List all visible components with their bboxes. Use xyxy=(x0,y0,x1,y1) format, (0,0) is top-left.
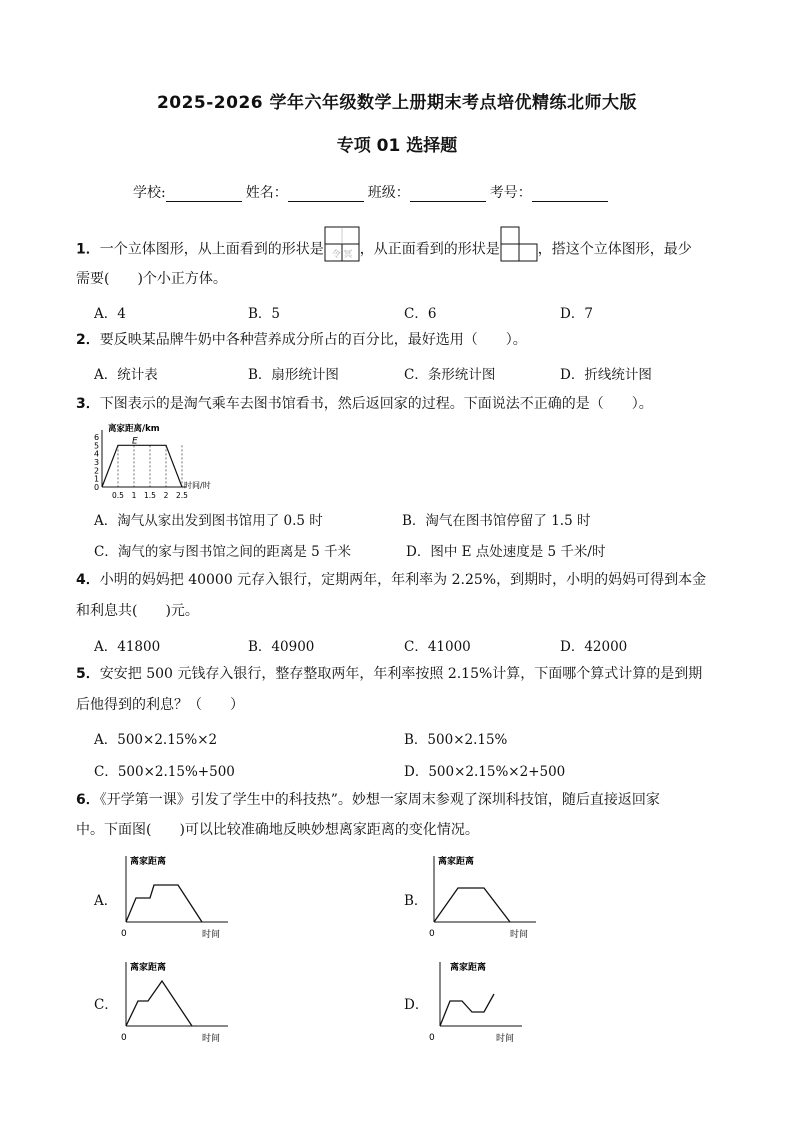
q6b-xlabel: 时间 xyxy=(510,930,529,940)
class-field[interactable] xyxy=(410,187,486,202)
q5-option-c[interactable]: C．500×2.15%+500 xyxy=(94,764,235,780)
q3-ytick-label: 2 xyxy=(94,466,100,476)
q3-distance-time-chart xyxy=(94,420,211,502)
q3-xtick-label: 1 xyxy=(131,491,137,500)
student-info xyxy=(133,182,612,202)
school-field[interactable] xyxy=(166,187,242,202)
q6-chart-d xyxy=(430,958,550,1048)
question-2: 2．要反映某品牌牛奶中各种营养成分所占的百分比，最好选用（ ）。 xyxy=(76,332,527,348)
question-5-line2: 后他得到的利息？（ ） xyxy=(76,697,244,713)
q2-option-d[interactable]: D．折线统计图 xyxy=(560,367,652,383)
q3-ytick-label: 3 xyxy=(94,458,100,467)
q2-option-a[interactable]: A．统计表 xyxy=(94,367,158,383)
exam-no-label: 考号： xyxy=(489,185,532,201)
q6-option-b[interactable]: B． xyxy=(404,893,428,909)
q6d-ylabel: 离家距离 xyxy=(450,963,487,973)
question-6: 6．《开学第一课》引发了学生中的科技热”。妙想一家周末参观了深圳科技馆，随后直接返回家 xyxy=(76,792,660,808)
q3-option-d[interactable]: D．图中 E 点处速度是 5 千米/时 xyxy=(406,544,606,560)
q6-chart-a xyxy=(116,852,236,944)
q3-option-a[interactable]: A．淘气从家出发到图书馆用了 0.5 时 xyxy=(94,513,323,529)
q6b-origin: 0 xyxy=(429,929,435,939)
front-view-figure xyxy=(500,226,538,273)
q6-option-d[interactable]: D． xyxy=(404,997,429,1013)
q3-xtick-label: 2 xyxy=(163,491,169,500)
q1-option-b[interactable]: B．5 xyxy=(248,306,281,322)
q3-ytick-label: 5 xyxy=(94,441,100,451)
q3-series-line xyxy=(102,445,182,487)
q3-xlabel: 时间/时 xyxy=(184,481,211,490)
name-field[interactable] xyxy=(288,187,364,202)
q6a-xlabel: 时间 xyxy=(202,930,221,940)
question-4: 4．小明的妈妈把 40000 元存入银行，定期两年，年利率为 2.25%，到期时，小明的妈妈可得到本金 xyxy=(76,572,707,588)
q3-ylabel: 离家距离/km xyxy=(108,424,160,434)
question-4-line2: 和利息共( )元。 xyxy=(76,603,199,619)
q3-xtick-label: 0.5 xyxy=(112,491,124,500)
q3-xtick-label: 1.5 xyxy=(144,491,156,500)
q6d-origin: 0 xyxy=(429,1033,435,1043)
svg-text:令 冥: 令 冥 xyxy=(331,250,353,260)
page-title: 2025-2026 学年六年级数学上册期末考点培优精练北师大版 xyxy=(156,93,638,113)
q5-option-b[interactable]: B．500×2.15% xyxy=(404,732,508,748)
q6-chart-c xyxy=(116,958,236,1048)
q3-ytick-label: 6 xyxy=(94,433,100,442)
q4-option-c[interactable]: C．41000 xyxy=(404,639,471,655)
question-5: 5．安安把 500 元钱存入银行，整存整取两年，年利率按照 2.15%计算，下面哪个算式计算的是到期 xyxy=(76,666,703,682)
q6-option-c[interactable]: C． xyxy=(94,997,118,1013)
q4-option-d[interactable]: D．42000 xyxy=(560,639,628,655)
class-label: 班级： xyxy=(367,185,410,201)
q6c-ylabel: 离家距离 xyxy=(130,963,167,973)
q6c-xlabel: 时间 xyxy=(202,1034,221,1044)
name-label: 姓名： xyxy=(245,185,288,201)
q1-option-d[interactable]: D．7 xyxy=(560,306,593,322)
q3-ytick-label: 4 xyxy=(94,449,100,459)
q6c-origin: 0 xyxy=(121,1033,127,1043)
q2-option-b[interactable]: B．扇形统计图 xyxy=(248,367,339,383)
q1-option-c[interactable]: C．6 xyxy=(404,306,437,322)
q6-option-a[interactable]: A． xyxy=(94,893,118,909)
q3-xtick-label: 2.5 xyxy=(176,491,188,500)
question-3: 3．下图表示的是淘气乘车去图书馆看书，然后返回家的过程。下面说法不正确的是（ ）。 xyxy=(76,396,653,412)
q3-option-c[interactable]: C．淘气的家与图书馆之间的距离是 5 千米 xyxy=(94,544,352,560)
question-1-line2: 需要( )个小正方体。 xyxy=(76,271,227,287)
q6a-origin: 0 xyxy=(121,929,127,939)
q6-chart-b xyxy=(424,852,544,944)
question-6-line2: 中。下面图( )可以比较准确地反映妙想离家距离的变化情况。 xyxy=(76,822,479,838)
top-view-figure xyxy=(324,226,360,273)
q5-option-a[interactable]: A．500×2.15%×2 xyxy=(94,732,218,748)
q6b-ylabel: 离家距离 xyxy=(438,857,475,867)
q2-option-c[interactable]: C．条形统计图 xyxy=(404,367,496,383)
q3-option-b[interactable]: B．淘气在图书馆停留了 1.5 时 xyxy=(402,513,591,529)
q3-point-e-label: E xyxy=(132,436,138,447)
exam-no-field[interactable] xyxy=(532,187,608,202)
q6d-xlabel: 时间 xyxy=(496,1034,515,1044)
q1-option-a[interactable]: A．4 xyxy=(94,306,126,322)
q3-ytick-label: 0 xyxy=(94,483,100,492)
page-subtitle: 专项 01 选择题 xyxy=(336,136,458,156)
q3-ytick-label: 1 xyxy=(94,474,100,484)
q6a-ylabel: 离家距离 xyxy=(130,857,167,867)
q4-option-a[interactable]: A．41800 xyxy=(94,639,161,655)
q5-option-d[interactable]: D．500×2.15%×2+500 xyxy=(404,764,566,780)
q4-option-b[interactable]: B．40900 xyxy=(248,639,315,655)
school-label: 学校: xyxy=(133,185,166,201)
question-1: 1．一个立体图形，从上面看到的形状是 令 冥 ，从正面看到的形状是 ，搭这个立体图形，最少 xyxy=(76,226,692,273)
